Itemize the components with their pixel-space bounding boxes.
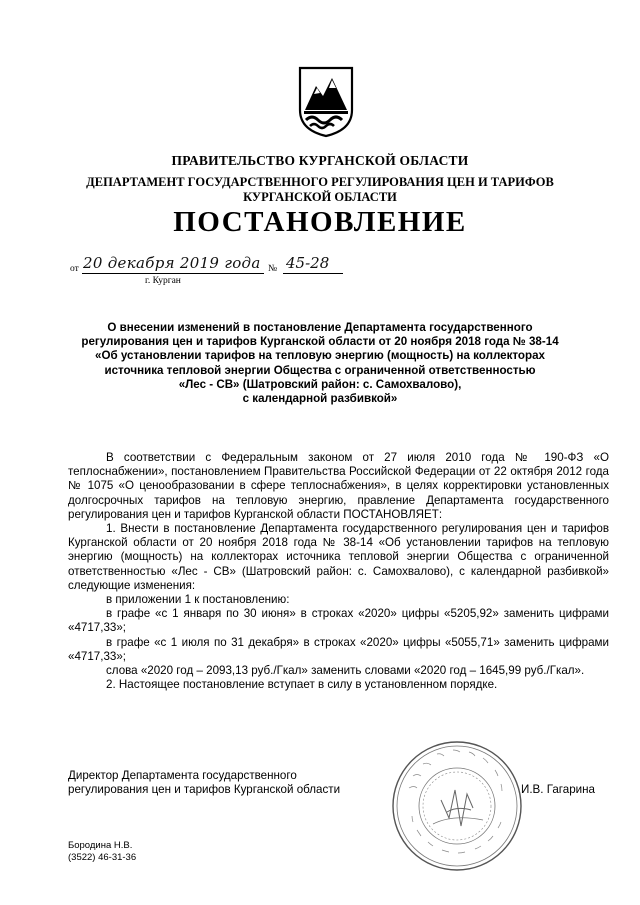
clause-1-paragraph: 1. Внести в постановление Департамента государственного регулирования цен и тарифов Курганской области от 20 ноября 2018 года № 38-14 «Об установлении тарифов на тепловую энергию (мощность) на коллекторах источника тепловой энергии Общества с ограниченной ответственностью «Лес - СВ» (Шатровский район: с. Самохвалово), с календарной разбивкой» следующие изменения: [68, 522, 609, 592]
official-stamp-icon [389, 738, 525, 874]
number-label: № [268, 264, 278, 274]
signatory-position-line-1: Директор Департамента государственного [68, 769, 297, 782]
department-line-1: ДЕПАРТАМЕНТ ГОСУДАРСТВЕННОГО РЕГУЛИРОВАНИЯ ЦЕН И ТАРИФОВ [86, 175, 554, 189]
date-number-line [70, 255, 430, 279]
department-name [0, 175, 640, 205]
executor-phone: (3522) 46-31-36 [68, 852, 137, 863]
document-title [60, 321, 580, 406]
title-line: О внесении изменений в постановление Департамента государственного [107, 321, 533, 334]
executor-name: Бородина Н.В. [68, 840, 133, 851]
department-line-2: КУРГАНСКОЙ ОБЛАСТИ [243, 190, 397, 204]
title-line: источника тепловой энергии Общества с ограниченной ответственностью [104, 363, 536, 377]
signatory-name: И.В. Гагарина [521, 783, 596, 796]
date-underline [82, 273, 264, 274]
title-line: регулирования цен и тарифов Курганской области от 20 ноября 2018 года № 38-14 [81, 335, 559, 349]
title-line: «Лес - СВ» (Шатровский район: с. Самохвалово), [178, 377, 462, 391]
coat-of-arms-icon [296, 64, 356, 138]
clause-2-paragraph: 2. Настоящее постановление вступает в силу в установленном порядке. [106, 678, 498, 692]
title-line: «Об установлении тарифов на тепловую энергию (мощность) на коллекторах [95, 349, 545, 363]
change-1-paragraph: в графе «с 1 января по 30 июня» в строках «2020» цифры «5205,92» заменить цифрами «4717,33»; [68, 607, 609, 635]
handwritten-date: 20 декабря 2019 года [83, 254, 261, 272]
signatory-position-line-2: регулирования цен и тарифов Курганской области [68, 783, 341, 797]
appendix-paragraph: в приложении 1 к постановлению: [106, 593, 290, 607]
date-prefix: от [70, 264, 79, 274]
number-underline [283, 273, 343, 274]
signatory-position [68, 769, 340, 797]
change-3-paragraph: слова «2020 год – 2093,13 руб./Гкал» заменить словами «2020 год – 1645,99 руб./Гкал». [106, 664, 585, 678]
title-line: с календарной разбивкой» [242, 392, 398, 406]
change-2-paragraph: в графе «с 1 июля по 31 декабря» в строках «2020» цифры «5055,71» заменить цифрами «4717,33»; [68, 635, 609, 663]
handwritten-number: 45-28 [286, 254, 330, 272]
executor-info [68, 840, 136, 864]
document-body [68, 451, 609, 692]
preamble-paragraph: В соответствии с Федеральным законом от 27 июля 2010 года № 190-ФЗ «О теплоснабжении», постановлением Правительства Российской Федерации от 22 октября 2012 года № 1075 «О ценообразовании в сфере теплоснабжения», в целях корректировки установленных долгосрочных тарифов на тепловую энергию, правление Департамента государственного регулирования цен и тарифов Курганской области ПОСТАНОВЛЯЕТ: [68, 451, 609, 521]
document-type-heading: ПОСТАНОВЛЕНИЕ [173, 206, 467, 238]
city-label: г. Курган [145, 276, 181, 286]
government-name: ПРАВИТЕЛЬСТВО КУРГАНСКОЙ ОБЛАСТИ [171, 153, 469, 168]
